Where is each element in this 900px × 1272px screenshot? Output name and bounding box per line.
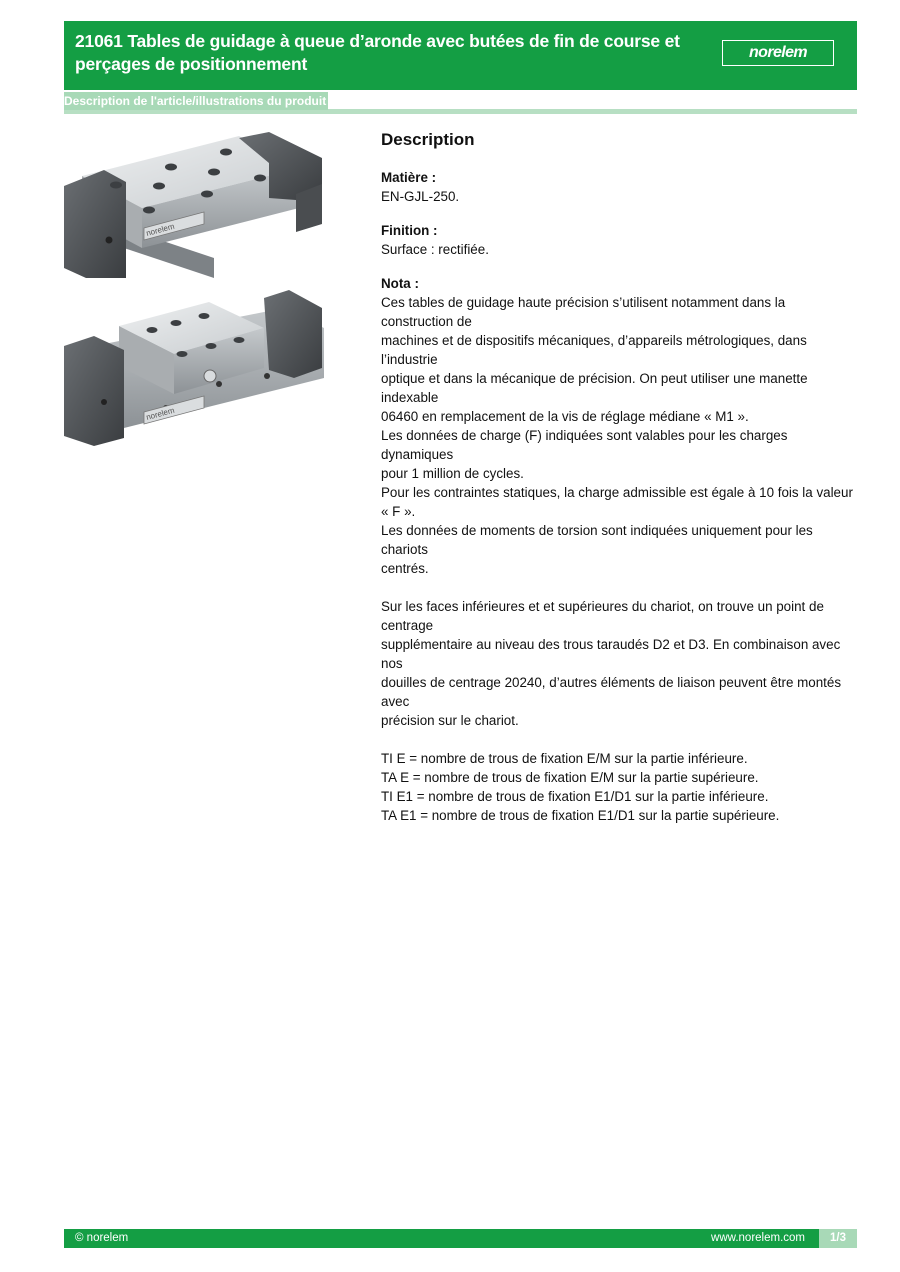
footer-website-link[interactable]: www.norelem.com (711, 1232, 805, 1244)
product-image-bottom (64, 290, 324, 446)
page-number: 1/3 (819, 1229, 857, 1248)
page-header (64, 21, 857, 90)
product-engraving-bottom: norelem (145, 405, 176, 422)
nota-line: 06460 en remplacement de la vis de réglage médiane « M1 ». (381, 409, 749, 424)
description-title: Description (381, 130, 475, 149)
centering-line: supplémentaire au niveau des trous taraudés D2 et D3. En combinaison avec nos (381, 637, 841, 671)
material-value: EN-GJL-250. (381, 189, 460, 204)
legend-line: TA E1 = nombre de trous de fixation E1/D1 sur la partie supérieure. (381, 808, 780, 823)
nota-line: pour 1 million de cycles. (381, 466, 524, 481)
title-line-2: perçages de positionnement (75, 54, 308, 74)
nota-line: Les données de moments de torsion sont indiquées uniquement pour les chariots (381, 523, 813, 557)
product-image-top (64, 132, 322, 278)
nota-line: centrés. (381, 561, 429, 576)
legend-line: TA E = nombre de trous de fixation E/M sur la partie supérieure. (381, 770, 759, 785)
centering-block (381, 597, 859, 730)
document-title (75, 30, 695, 76)
finish-label: Finition : (381, 223, 438, 238)
nota-line: optique et dans la mécanique de précision. On peut utiliser une manette indexable (381, 371, 808, 405)
nota-line: « F ». (381, 504, 416, 519)
nota-block (381, 274, 859, 578)
section-subheader: Description de l'article/illustrations du produit (64, 94, 327, 108)
nota-line: machines et de dispositifs mécaniques, d’appareils métrologiques, dans l’industrie (381, 333, 807, 367)
footer-copyright: © norelem (75, 1232, 129, 1244)
material-label: Matière : (381, 170, 437, 185)
legend-line: TI E1 = nombre de trous de fixation E1/D1 sur la partie inférieure. (381, 789, 769, 804)
product-illustration (64, 128, 326, 446)
finish-block (381, 221, 859, 259)
product-images (64, 128, 326, 446)
title-line-1: 21061 Tables de guidage à queue d’aronde avec butées de fin de course et (75, 31, 680, 51)
nota-line: Les données de charge (F) indiquées sont valables pour les charges dynamiques (381, 428, 788, 462)
norelem-logo: norelem (722, 40, 834, 66)
description-section (381, 128, 859, 825)
legend-line: TI E = nombre de trous de fixation E/M sur la partie inférieure. (381, 751, 748, 766)
material-block (381, 168, 859, 206)
product-engraving-top: norelem (145, 221, 176, 238)
nota-label: Nota : (381, 276, 419, 291)
centering-line: Sur les faces inférieures et et supérieures du chariot, on trouve un point de centrage (381, 599, 824, 633)
page-footer (64, 1229, 857, 1248)
finish-value: Surface : rectifiée. (381, 242, 489, 257)
legend-block (381, 749, 859, 825)
nota-line: Ces tables de guidage haute précision s’utilisent notamment dans la construction de (381, 295, 786, 329)
nota-line: Pour les contraintes statiques, la charge admissible est égale à 10 fois la valeur (381, 485, 853, 500)
centering-line: douilles de centrage 20240, d’autres éléments de liaison peuvent être montés avec (381, 675, 842, 709)
centering-line: précision sur le chariot. (381, 713, 519, 728)
